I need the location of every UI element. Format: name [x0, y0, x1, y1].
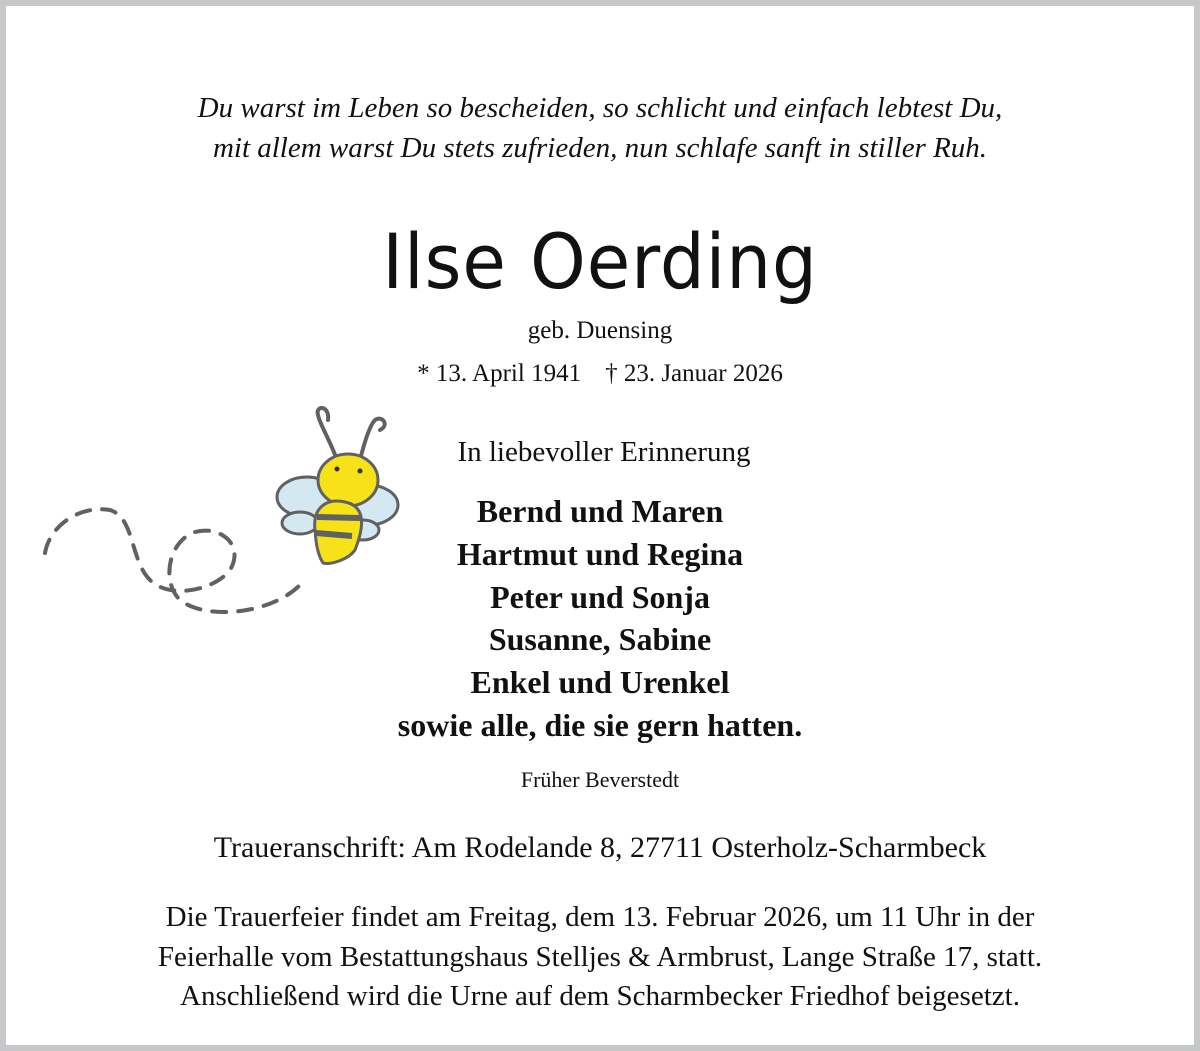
ceremony-line: Die Trauerfeier findet am Freitag, dem 13. Februar 2026, um 11 Uhr in der — [165, 901, 1035, 933]
ceremony-info — [0, 898, 1200, 1017]
mourning-address: Traueranschrift: Am Rodelande 8, 27711 Osterholz-Scharmbeck — [213, 831, 987, 864]
quote-line: Du warst im Leben so bescheiden, so schlicht und einfach lebtest Du, — [197, 92, 1003, 124]
mourner: Enkel und Urenkel — [470, 664, 730, 701]
mourners-list — [0, 490, 1200, 747]
mourner: Peter und Sonja — [490, 578, 710, 615]
quote-line: mit allem warst Du stets zufrieden, nun schlafe sanft in stiller Ruh. — [212, 132, 988, 164]
mourner: Susanne, Sabine — [488, 621, 712, 658]
deceased-name: Ilse Oerding — [382, 217, 818, 306]
birth-name: geb. Duensing — [527, 317, 673, 344]
ceremony-line: Feierhalle vom Bestattungshaus Stelljes & Armbrust, Lange Straße 17, statt. — [157, 940, 1043, 973]
death-date: † 23. Januar 2026 — [605, 360, 783, 387]
birth-date: * 13. April 1941 — [417, 360, 582, 387]
mourner: Hartmut und Regina — [456, 535, 744, 572]
ceremony-line: Anschließend wird die Urne auf dem Scharmbecker Friedhof beigesetzt. — [180, 980, 1020, 1012]
life-dates — [0, 356, 1200, 392]
mourner: Bernd und Maren — [476, 493, 724, 529]
former-place: Früher Beverstedt — [520, 767, 680, 792]
memorial-quote — [0, 88, 1200, 168]
mourner: sowie alle, die sie gern hatten. — [397, 706, 803, 743]
memory-line: In liebevoller Erinnerung — [457, 436, 751, 468]
